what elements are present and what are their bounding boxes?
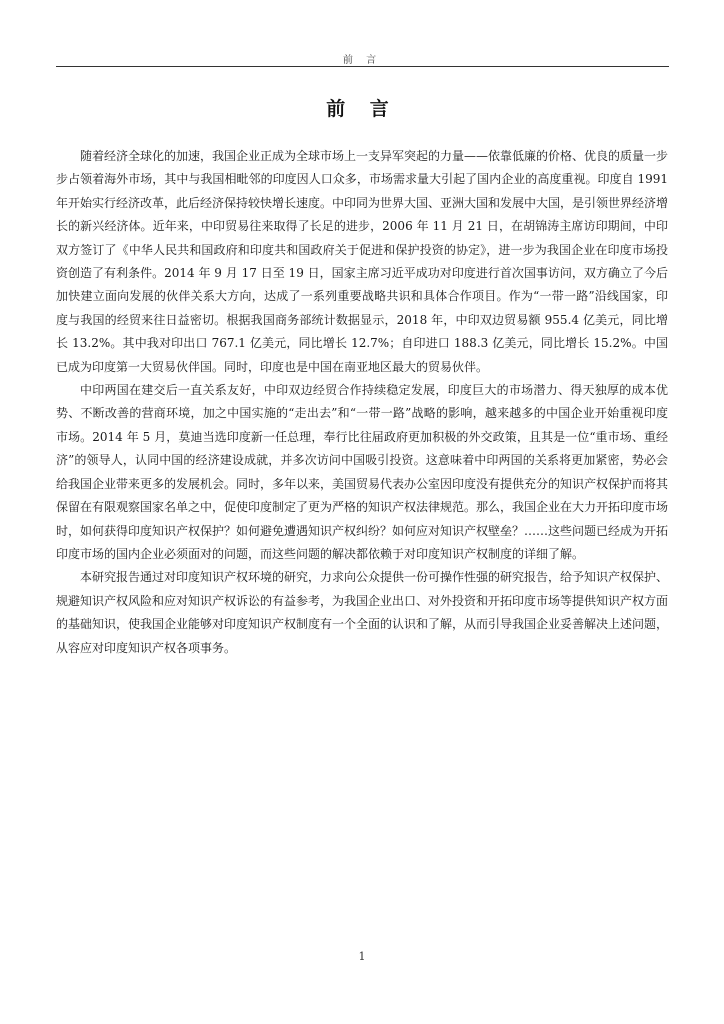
running-header: 前 言 (342, 55, 382, 66)
header-rule (56, 66, 669, 67)
body-text (56, 145, 668, 660)
paragraph-3: 本研究报告通过对印度知识产权环境的研究，力求向公众提供一份可操作性强的研究报告，给予知识产权保护、规避知识产权风险和应对知识产权诉讼的有益参考，为我国企业出口、对外投资和开拓印度市场等提供知识产权方面的基础知识，使我国企业能够对印度知识产权制度有一个全面的认识和了解，从而引导我国企业妥善解决上述问题，从容应对印度知识产权各项事务。 (56, 570, 669, 655)
page-title: 前 言 (326, 98, 398, 120)
paragraph-2: 中印两国在建交后一直关系友好，中印双边经贸合作持续稳定发展，印度巨大的市场潜力、得天独厚的成本优势、不断改善的营商环境，加之中国实施的“走出去”和“一带一路”战略的影响，越来越多的中国企业开始重视印度市场。2014 年 5 月，莫迪当选印度新一任总理，奉行比往届政府更加积极的外交政策，且其是一位“重市场、重经济”的领导人，认同中国的经济建设成就，并多次访问中国吸引投资。这意味着中印两国的关系将更加紧密，势必会给我国企业带来更多的发展机会。同时，多年以来，美国贸易代表办公室因印度没有提供充分的知识产权保护而将其保留在有限观察国家名单之中，促使印度制定了更为严格的知识产权法律规范。那么，我国企业在大力开拓印度市场时，如何获得印度知识产权保护？如何避免遭遇知识产权纠纷？如何应对知识产权壁垒？……这些问题已经成为开拓印度市场的国内企业必须面对的问题，而这些问题的解决都依赖于对印度知识产权制度的详细了解。 (56, 383, 669, 561)
page-number: 1 (358, 950, 366, 963)
paragraph-1: 随着经济全球化的加速，我国企业正成为全球市场上一支异军突起的力量——依靠低廉的价格、优良的质量一步步占领着海外市场，其中与我国相毗邻的印度因人口众多，市场需求量大引起了国内企业的高度重视。印度自 1991 年开始实行经济改革，此后经济保持较快增长速度。中印同为世界大国、亚洲大国和发展中大国，是引领世界经济增长的新兴经济体。近年来，中印贸易往来取得了长足的进步，2006 年 11 月 21 日，在胡锦涛主席访印期间，中印双方签订了《中华人民共和国政府和印度共和国政府关于促进和保护投资的协定》，进一步为我国企业在印度市场投资创造了有利条件。2014 年 9 月 17 日至 19 日，国家主席习近平成功对印度进行首次国事访问，双方确立了今后加快建立面向发展的伙伴关系大方向，达成了一系列重要战略共识和具体合作项目。作为“一带一路”沿线国家，印度与我国的经贸来往日益密切。根据我国商务部统计数据显示，2018 年，中印双边贸易额 955.4 亿美元，同比增长 13.2%。其中我对印出口 767.1 亿美元，同比增长 12.7%；自印进口 188.3 亿美元，同比增长 15.2%。中国已成为印度第一大贸易伙伴国。同时，印度也是中国在南亚地区最大的贸易伙伴。 (56, 149, 669, 374)
